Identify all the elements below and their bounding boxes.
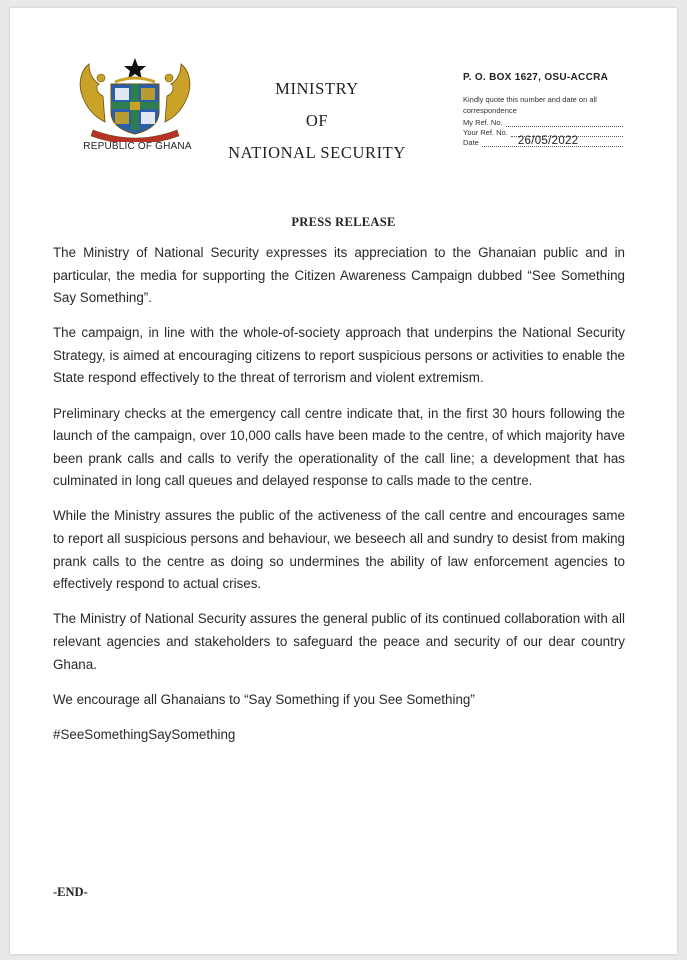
paragraph-3: Preliminary checks at the emergency call centre indicate that, in the first 30 hours following the launch of the campaign, over 10,000 calls have been made to the centre, of which majority have been prank calls and calls to verify the operationality of the call line; a development that has culminated in long call queues and delayed response to calls made to the centre.	[53, 405, 625, 489]
paragraph-6: We encourage all Ghanaians to “Say Something if you See Something”	[53, 691, 475, 707]
ministry-line-1: MINISTRY	[275, 79, 359, 98]
date-field	[482, 135, 623, 147]
my-ref-row	[463, 118, 623, 127]
paragraph-2: The campaign, in line with the whole-of-society approach that underpins the National Security Strategy, is aimed at encouraging citizens to report suspicious persons or activities to enable the State respond effectively to the threat of terrorism and violent extremism.	[53, 325, 625, 386]
date-row	[463, 135, 623, 147]
po-box-address: P. O. BOX 1627, OSU-ACCRA	[463, 72, 609, 83]
ministry-line-2: OF	[305, 111, 329, 130]
release-body	[53, 242, 625, 746]
hashtag: #SeeSomethingSaySomething	[53, 726, 236, 742]
coat-of-arms-icon	[75, 56, 195, 142]
paragraph-5: The Ministry of National Security assures the general public of its continued collaboration with all relevant agencies and stakeholders to safeguard the peace and security of our dear country Ghana.	[53, 611, 625, 672]
republic-label: REPUBLIC OF GHANA	[83, 141, 192, 152]
my-ref-field	[506, 118, 623, 127]
paragraph-4: While the Ministry assures the public of the activeness of the call centre and encourages same to report all suspicious persons and behaviour, we beseech all and sundry to desist from making prank calls to the centre as doing so undermines the ability of law enforcement agencies to effectively respond to actual crises.	[53, 508, 625, 592]
your-ref-label: Your Ref. No.	[463, 128, 508, 137]
press-release-page	[10, 8, 677, 954]
end-marker: -END-	[53, 885, 88, 899]
my-ref-label: My Ref. No.	[463, 118, 503, 127]
date-value: 26/05/2022	[517, 135, 579, 147]
paragraph-1: The Ministry of National Security expresses its appreciation to the Ghanaian public and in particular, the media for supporting the Citizen Awareness Campaign dubbed “See Something Say Something”.	[53, 245, 625, 306]
press-release-title: PRESS RELEASE	[291, 215, 396, 229]
ministry-name	[217, 78, 417, 174]
quote-instruction: Kindly quote this number and date on all correspondence	[463, 95, 597, 115]
ministry-line-3: NATIONAL SECURITY	[228, 143, 406, 162]
date-label: Date	[463, 138, 479, 147]
